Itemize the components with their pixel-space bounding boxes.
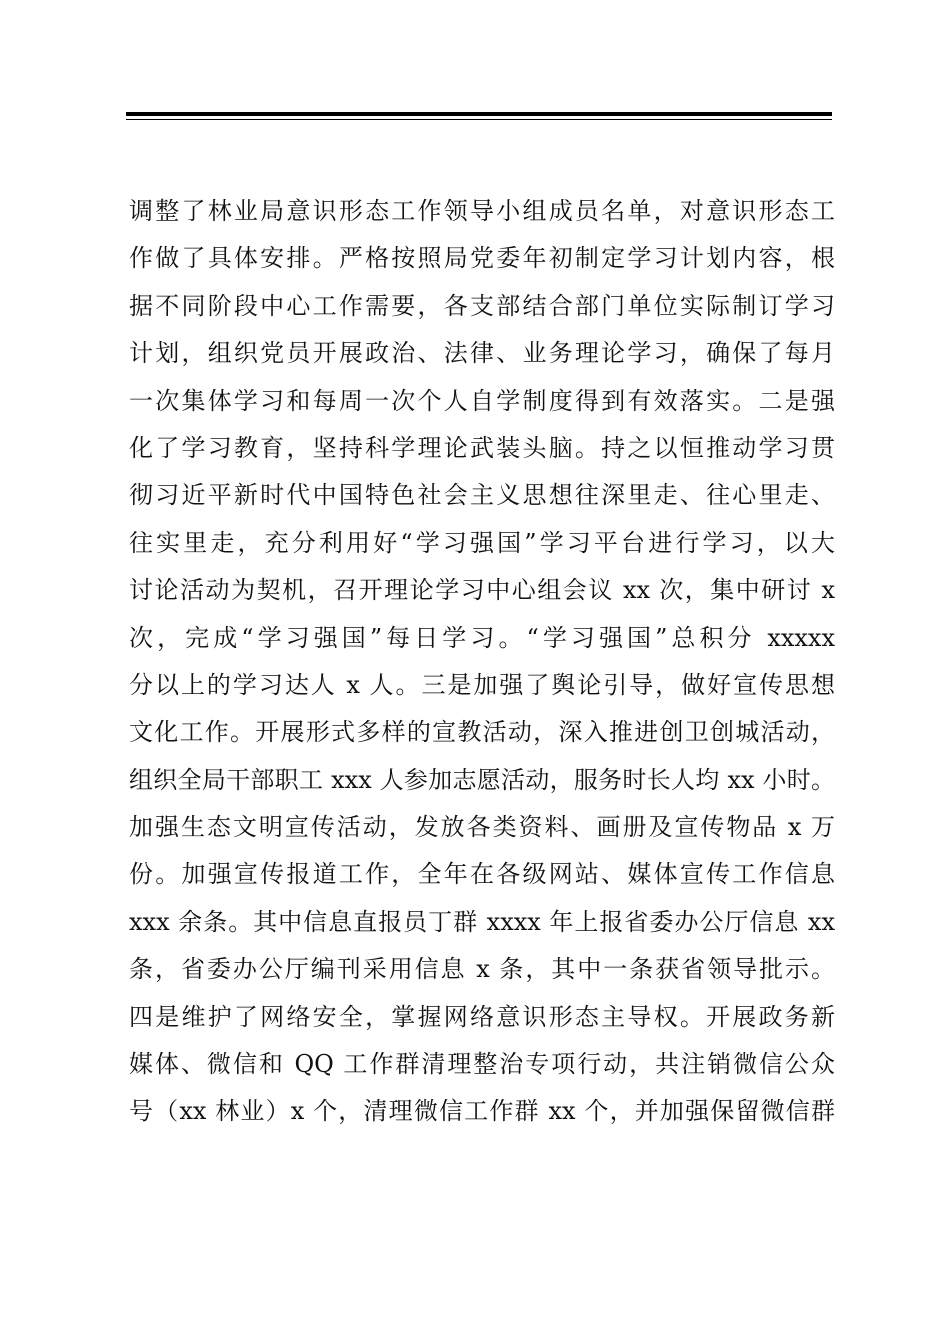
text-line: 文化工作。开展形式多样的宣教活动，深入推进创卫创城活动，	[129, 718, 835, 747]
text-line: 号（xx 林业）x 个，清理微信工作群 xx 个，并加强保留微信群	[129, 1097, 835, 1126]
text-line: 四是维护了网络安全，掌握网络意识形态主导权。开展政务新	[129, 1002, 835, 1031]
text-line: 一次集体学习和每周一次个人自学制度得到有效落实。二是强	[129, 386, 835, 415]
header-rule-thin	[126, 119, 832, 120]
text-line: 讨论活动为契机，召开理论学习中心组会议 xx 次，集中研讨 x	[129, 576, 835, 605]
text-line: 调整了林业局意识形态工作领导小组成员名单，对意识形态工	[129, 197, 835, 225]
text-line: 作做了具体安排。严格按照局党委年初制定学习计划内容，根	[129, 244, 835, 273]
text-line: 组织全局干部职工 xxx 人参加志愿活动，服务时长人均 xx 小时。	[129, 765, 835, 794]
text-line: 彻习近平新时代中国特色社会主义思想往深里走、往心里走、	[129, 481, 835, 510]
text-line: 化了学习教育，坚持科学理论武装头脑。持之以恒推动学习贯	[129, 433, 835, 462]
text-line: 加强生态文明宣传活动，发放各类资料、画册及宣传物品 x 万	[129, 813, 835, 842]
text-line: 分以上的学习达人 x 人。三是加强了舆论引导，做好宣传思想	[129, 670, 835, 699]
text-line: 据不同阶段中心工作需要，各支部结合部门单位实际制订学习	[129, 291, 835, 320]
text-line: 计划，组织党员开展政治、法律、业务理论学习，确保了每月	[129, 339, 835, 368]
text-line: 次，完成“学习强国”每日学习。“学习强国”总积分 xxxxx	[129, 623, 835, 652]
text-line: xxx 余条。其中信息直报员丁群 xxxx 年上报省委办公厅信息 xx	[129, 907, 835, 936]
text-line: 份。加强宣传报道工作，全年在各级网站、媒体宣传工作信息	[129, 860, 835, 889]
text-line: 媒体、微信和 QQ 工作群清理整治专项行动，共注销微信公众	[129, 1050, 835, 1079]
text-line: 条，省委办公厅编刊采用信息 x 条，其中一条获省领导批示。	[129, 955, 835, 984]
document-body	[129, 188, 835, 1136]
text-line: 往实里走，充分利用好“学习强国”学习平台进行学习，以大	[129, 528, 835, 557]
header-rule-thick	[126, 112, 832, 116]
